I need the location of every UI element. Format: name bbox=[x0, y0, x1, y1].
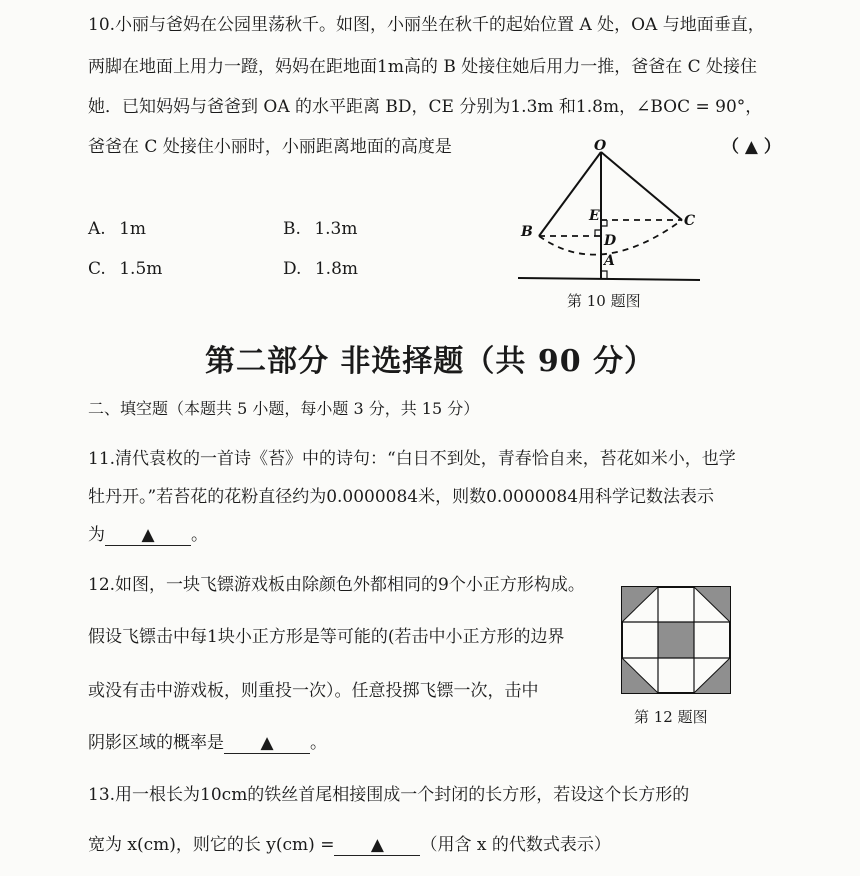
q10-option-c bbox=[88, 258, 162, 280]
q13-suffix: （用含 x 的代数式表示） bbox=[420, 835, 611, 855]
option-letter: A. bbox=[88, 219, 106, 239]
option-letter: D. bbox=[283, 259, 302, 279]
q10-line-1: 10.小丽与爸妈在公园里荡秋千。如图，小丽坐在秋千的起始位置 A 处，OA 与地面垂直， bbox=[88, 15, 765, 35]
ground-line bbox=[518, 278, 700, 280]
q11-line-3 bbox=[88, 524, 208, 546]
option-value: 1m bbox=[119, 219, 147, 239]
q12-line-4 bbox=[88, 732, 327, 754]
q10-line-2: 两脚在地面上用力一蹬，妈妈在距地面1m高的 B 处接住她后用力一推，爸爸在 C 处接住 bbox=[88, 57, 758, 77]
q10-option-b bbox=[283, 218, 357, 240]
label-d: D bbox=[604, 233, 617, 249]
option-value: 1.3m bbox=[314, 219, 358, 239]
label-e: E bbox=[589, 208, 600, 224]
q10-line-3: 她．已知妈妈与爸爸到 OA 的水平距离 BD，CE 分别为1.3m 和1.8m，∠BOC = 90°， bbox=[88, 97, 763, 117]
option-letter: B. bbox=[283, 219, 301, 239]
label-a: A bbox=[604, 253, 615, 269]
q10-option-d bbox=[283, 258, 358, 280]
label-c: C bbox=[684, 213, 696, 229]
option-value: 1.8m bbox=[314, 259, 358, 279]
q13-line-2 bbox=[88, 834, 611, 856]
option-value: 1.5m bbox=[119, 259, 163, 279]
q11-line-1: 11.清代袁枚的一首诗《苔》中的诗句：“白日不到处，青春恰自来，苔花如米小，也学 bbox=[88, 449, 736, 469]
q12-prefix: 阴影区域的概率是 bbox=[88, 733, 224, 753]
q10-answer-mark: （ ▲ ） bbox=[722, 137, 781, 157]
part2-title: 第二部分 非选择题（共 90 分） bbox=[204, 344, 656, 379]
shaded-center-square bbox=[658, 622, 694, 658]
q12-line-3: 或没有击中游戏板，则重投一次）。任意投掷飞镖一次，击中 bbox=[88, 681, 539, 701]
rope-oc bbox=[601, 152, 682, 220]
swing-figure bbox=[510, 140, 710, 290]
q13-answer-blank[interactable]: ▲ bbox=[334, 835, 420, 856]
q12-figure-caption: 第 12 题图 bbox=[634, 708, 708, 726]
q10-line-4: 爸爸在 C 处接住小丽时，小丽距离地面的高度是 bbox=[88, 137, 452, 157]
label-b: B bbox=[521, 224, 533, 240]
dartboard-figure bbox=[622, 587, 730, 693]
label-o: O bbox=[594, 138, 607, 154]
q11-suffix: 。 bbox=[191, 525, 208, 545]
section2-heading: 二、填空题（本题共 5 小题，每小题 3 分，共 15 分） bbox=[88, 399, 480, 418]
q12-line-1: 12.如图，一块飞镖游戏板由除颜色外都相同的9个小正方形构成。 bbox=[88, 575, 585, 595]
q11-line-2: 牡丹开。”若苔花的花粉直径约为0.0000084米，则数0.0000084用科学记数法表示 bbox=[88, 487, 715, 507]
q10-figure-caption: 第 10 题图 bbox=[567, 292, 641, 310]
q12-answer-blank[interactable]: ▲ bbox=[224, 733, 310, 754]
q12-line-2: 假设飞镖击中每1块小正方形是等可能的(若击中小正方形的边界 bbox=[88, 627, 565, 647]
q12-suffix: 。 bbox=[310, 733, 327, 753]
q10-option-a bbox=[88, 218, 146, 240]
option-letter: C. bbox=[88, 259, 106, 279]
q11-answer-blank[interactable]: ▲ bbox=[105, 525, 191, 546]
q13-prefix: 宽为 x(cm)，则它的长 y(cm) = bbox=[88, 835, 335, 855]
q13-line-1: 13.用一根长为10cm的铁丝首尾相接围成一个封闭的长方形，若设这个长方形的 bbox=[88, 785, 690, 805]
q11-prefix: 为 bbox=[88, 525, 105, 545]
